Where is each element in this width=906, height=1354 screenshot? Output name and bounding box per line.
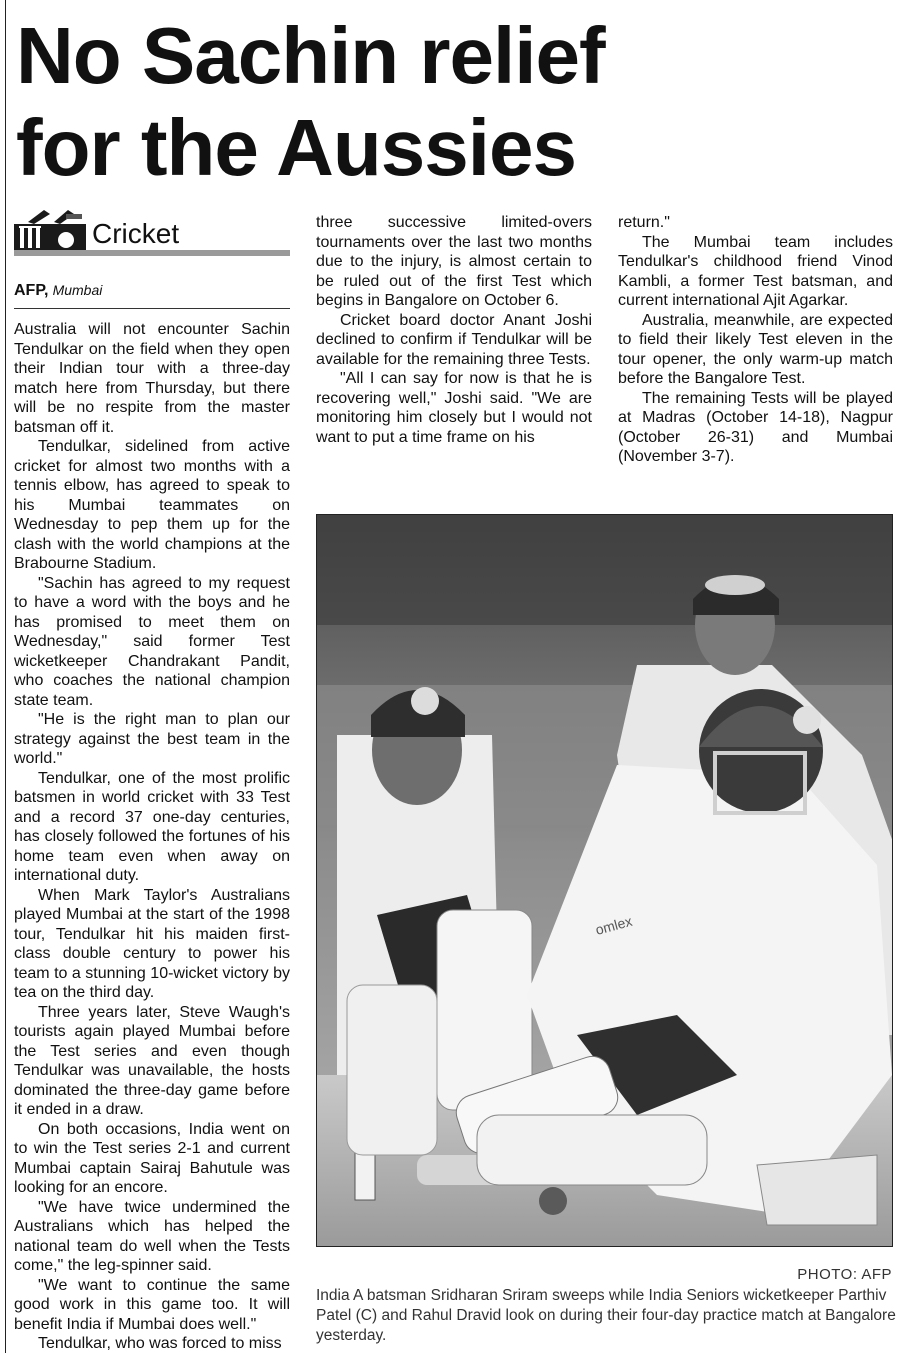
section-kicker	[14, 210, 292, 258]
photo-credit: PHOTO: AFP	[797, 1266, 892, 1283]
match-photo	[316, 514, 893, 1247]
byline-place: Mumbai	[52, 282, 103, 298]
article-paragraph: When Mark Taylor's Australians played Mumbai at the start of the 1998 tour, Tendulkar hit his maiden first-class double century to power his team to a stunning 10-wicket victory by tea on the third day.	[14, 886, 290, 1001]
section-rule	[14, 250, 290, 256]
headline	[16, 10, 896, 194]
article-paragraph: Tendulkar, one of the most prolific batsmen in world cricket with 33 Test and a record 37 one-day centuries, has closely followed the fortunes of his home team even when away on international duty.	[14, 769, 290, 884]
article-paragraph: Australia, meanwhile, are expected to field their likely Test eleven in the tour opener, the only warm-up match before the Bangalore Test.	[618, 311, 893, 387]
photo-caption: India A batsman Sridharan Sriram sweeps while India Seniors wicketkeeper Parthiv Patel (C) and Rahul Dravid look on during their four-day practice match at Bangalore yesterday.	[316, 1287, 896, 1344]
article-paragraph: return."	[618, 214, 670, 231]
article-paragraph: "All I can say for now is that he is recovering well," Joshi said. "We are monitoring him closely but I would not want to put a time frame on his	[316, 370, 592, 446]
cricket-wicket-icon	[14, 210, 90, 254]
article-paragraph: Three years later, Steve Waugh's tourists again played Mumbai before the Test series and even though Tendulkar was unavailable, the hosts dominated the three-day game before it ended in a draw.	[14, 1003, 290, 1118]
headline-line-1: No Sachin relief	[16, 11, 605, 100]
cricket-ball	[539, 1187, 567, 1215]
article-column-1	[14, 320, 290, 1354]
byline	[14, 282, 290, 309]
article-paragraph: Tendulkar, who was forced to miss	[38, 1335, 282, 1352]
article-paragraph: Australia will not encounter Sachin Tendulkar on the field when they open their Indian tour with a three-day match here from Thursday, but there will be no respite from the master batsman off it.	[14, 321, 290, 436]
byline-agency: AFP,	[14, 282, 49, 299]
article-paragraph: The Mumbai team includes Tendulkar's childhood friend Vinod Kambli, a former Test batsman, and current international Ajit Agarkar.	[618, 233, 893, 309]
article-paragraph: On both occasions, India went on to win the Test series 2-1 and current Mumbai captain Sairaj Bahutule was looking for an encore.	[14, 1120, 290, 1196]
article-paragraph: The remaining Tests will be played at Madras (October 14-18), Nagpur (October 26-31) and Mumbai (November 3-7).	[618, 389, 893, 465]
article-paragraph: three successive limited-overs tournaments over the last two months due to the injury, is almost certain to be ruled out of the first Test which begins in Bangalore on October 6.	[316, 214, 592, 309]
article-paragraph: Cricket board doctor Anant Joshi declined to confirm if Tendulkar will be available for the remaining three Tests.	[316, 311, 592, 368]
article-column-3	[618, 213, 893, 467]
article-paragraph: "We want to continue the same good work in this game too. It will benefit India if Mumbai does well."	[14, 1276, 290, 1333]
match-photo-illustration	[317, 515, 893, 1247]
article-paragraph: "He is the right man to plan our strategy against the best team in the world."	[14, 711, 290, 767]
article-paragraph: "Sachin has agreed to my request to have a word with the boys and he has promised to meet them on Wednesday," said former Test wicketkeeper Chandrakant Pandit, who coaches the national champion state team.	[14, 574, 290, 709]
article-paragraph: "We have twice undermined the Australians which has helped the national team do well when the Tests come," the leg-spinner said.	[14, 1198, 290, 1274]
article-column-2	[316, 213, 592, 447]
section-label: Cricket	[92, 218, 180, 249]
headline-line-2: for the Aussies	[16, 103, 576, 192]
page-left-rule	[5, 0, 6, 1353]
article-paragraph: Tendulkar, sidelined from active cricket for almost two months with a tennis elbow, has agreed to speak to his Mumbai teammates on Wednesday to pep them up for the clash with the world champions at the Brabourne Stadium.	[14, 438, 290, 572]
helmet-brand-text: omlex	[593, 912, 634, 938]
